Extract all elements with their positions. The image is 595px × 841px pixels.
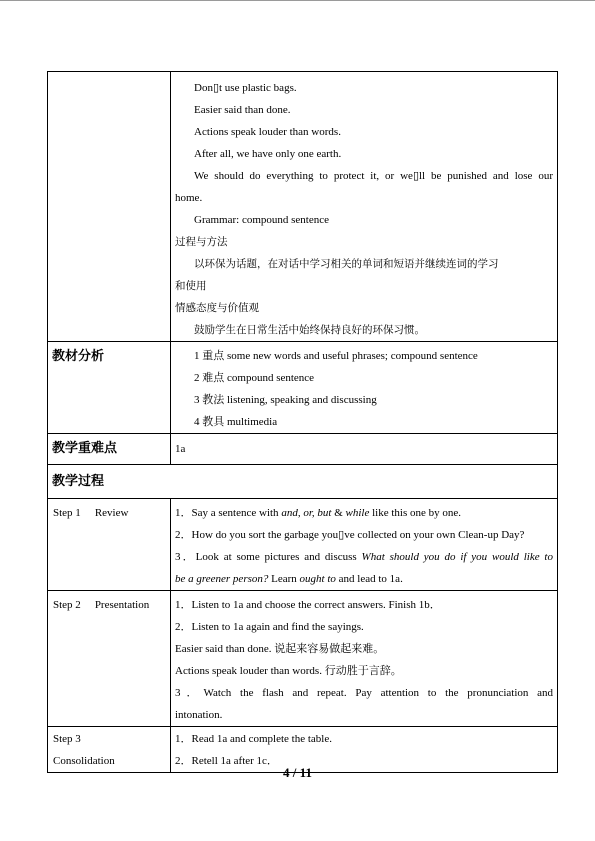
analysis-content-cell	[171, 342, 558, 434]
process-heading-row	[48, 465, 558, 499]
objective-line: We should do everything to protect it, or we▯ll be punished and lose our	[194, 170, 553, 182]
step-number: Step 3	[53, 733, 81, 745]
step-item: 2．Retell 1a after 1c．	[175, 755, 278, 767]
attitude-heading: 情感态度与价值观	[175, 302, 259, 314]
analysis-item: 2 难点 compound sentence	[194, 372, 315, 384]
step-item: 2．How do you sort the garbage you▯ve collected on your own Clean-up Day?	[175, 529, 525, 541]
process-method-text: 和使用	[175, 280, 207, 292]
analysis-row	[48, 342, 558, 434]
step-emphasis: while	[345, 507, 370, 519]
step-label-cell	[48, 499, 171, 591]
analysis-item: 3 教法 listening, speaking and discussing	[194, 394, 377, 406]
step-text: 1．Say a sentence with	[175, 507, 282, 519]
step-text: Learn	[268, 573, 300, 585]
grammar-line: Grammar: compound sentence	[194, 214, 330, 226]
key-points-label-cell	[48, 434, 171, 465]
step-title: Presentation	[94, 599, 150, 611]
key-points-content-cell	[171, 434, 558, 465]
step-item: 1．Listen to 1a and choose the correct answers. Finish 1b．	[175, 599, 441, 611]
header-rule	[0, 0, 595, 1]
step-item: intonation.	[175, 709, 223, 721]
analysis-item: 1 重点 some new words and useful phrases; compound sentence	[194, 350, 478, 362]
step-text: &	[331, 507, 346, 519]
attitude-text: 鼓励学生在日常生活中始终保持良好的环保习惯。	[194, 324, 425, 336]
step-item: 2．Listen to 1a again and find the sayings.	[175, 621, 364, 633]
objective-line: Actions speak louder than words.	[194, 126, 341, 138]
objectives-label-cell	[48, 72, 171, 342]
step-number: Step 2	[53, 599, 81, 611]
step-text: like this one by one.	[369, 507, 461, 519]
step-title: Consolidation	[53, 755, 115, 767]
step-emphasis: be a greener person?	[175, 573, 269, 585]
step-item	[171, 546, 557, 568]
analysis-label: 教材分析	[52, 349, 105, 364]
objective-line: Easier said than done.	[194, 104, 291, 116]
objective-line: home.	[175, 192, 203, 204]
step-label-cell	[48, 591, 171, 727]
saying-line: Easier said than done. 说起来容易做起来难。	[175, 643, 385, 655]
step-row	[48, 499, 558, 591]
step-text: and lead to 1a.	[335, 573, 403, 585]
process-heading: 教学过程	[52, 474, 105, 489]
step-emphasis: ought to	[299, 573, 336, 585]
step-number: Step 1	[53, 507, 81, 519]
analysis-item: 4 教具 multimedia	[194, 416, 278, 428]
step-content-cell	[171, 499, 558, 591]
step-title: Review	[94, 507, 129, 519]
step-label	[48, 594, 170, 616]
key-points-label: 教学重难点	[52, 441, 118, 456]
step-item	[171, 502, 557, 524]
step-emphasis: and, or, but	[281, 507, 332, 519]
process-method-heading: 过程与方法	[175, 236, 228, 248]
step-content-cell	[171, 591, 558, 727]
step-item: 1．Read 1a and complete the table.	[175, 733, 332, 745]
key-points-value: 1a	[175, 443, 186, 455]
lesson-plan-table	[47, 71, 558, 773]
page-number: 4 / 11	[283, 765, 312, 780]
objectives-content-cell	[171, 72, 558, 342]
saying-line: Actions speak louder than words. 行动胜于言辞。	[175, 665, 402, 677]
process-heading-cell	[48, 465, 558, 499]
objectives-row	[48, 72, 558, 342]
step-text: 3．Look at some pictures and discuss	[175, 551, 362, 563]
process-method-text: 以环保为话题，在对话中学习相关的单词和短语并继续连词的学习	[194, 258, 499, 270]
step-label	[48, 502, 170, 524]
step-row	[48, 591, 558, 727]
objective-line: Don▯t use plastic bags.	[194, 82, 297, 94]
step-item: 3．Watch the flash and repeat. Pay attention to the pronunciation and	[175, 687, 553, 699]
key-points-row	[48, 434, 558, 465]
analysis-label-cell	[48, 342, 171, 434]
step-item	[171, 568, 557, 590]
step-emphasis: What should you do if you would like to	[361, 551, 553, 563]
objective-line: After all, we have only one earth.	[194, 148, 342, 160]
